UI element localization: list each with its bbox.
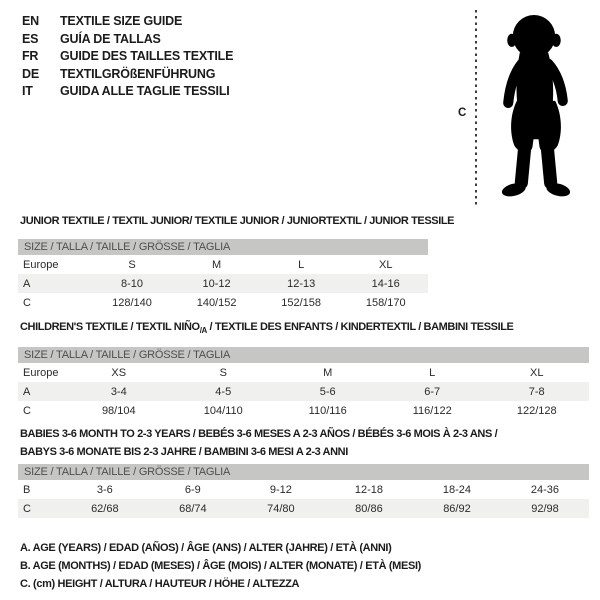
language-title: GUÍA DE TALLAS [60,31,161,46]
table-row [18,382,589,401]
value-cell: 3-6 [96,483,113,496]
section-title-line: BABIES 3-6 MONTH TO 2-3 YEARS / BEBÉS 3-6 MESES A 2-3 AÑOS / BÉBÉS 3-6 MOIS À 2-3 ANS / [20,428,498,440]
value-cell: 158/170 [365,296,406,309]
value-cell: 110/116 [308,404,347,417]
section-title-text: CHILDREN'S TEXTILE / TEXTIL NIÑO [20,321,200,333]
language-row-en [22,13,233,31]
value-cell: S [128,258,136,271]
value-cell: 6-7 [380,382,484,401]
value-cell: 8-10 [90,274,175,293]
language-title: TEXTILE SIZE GUIDE [60,14,183,28]
value-cell: 4-5 [171,382,275,401]
babies-size-table [18,464,589,518]
size-header-bar: SIZE / TALLA / TAILLE / GRÖSSE / TAGLIA [18,464,589,480]
legend-note-a: A. AGE (YEARS) / EDAD (AÑOS) / ÂGE (ANS) / ALTER (JAHRE) / ETÀ (ANNI) [20,542,392,554]
section-title-children [20,321,514,337]
row-label-cell: Europe [23,366,59,379]
language-title: TEXTILGRÖßENFÜHRUNG [60,66,216,81]
value-cell: 68/74 [149,499,237,518]
value-cell: 128/140 [112,296,152,309]
value-cell: 3-4 [67,382,171,401]
value-cell: 86/92 [413,499,501,518]
value-cell: L [429,366,436,379]
section-title-line: BABYS 3-6 MONATE BIS 2-3 JAHRE / BAMBINI 3-6 MESI A 2-3 ANNI [20,445,348,458]
value-cell: S [219,366,227,379]
table-row [18,363,589,382]
language-title: GUIDA ALLE TAGLIE TESSILI [60,84,230,98]
row-label-cell: C [23,404,31,417]
row-label-cell: A [18,274,90,293]
value-cell: XL [378,258,393,271]
table-row [18,480,589,499]
value-cell: XS [111,366,127,379]
value-cell: 7-8 [484,382,589,401]
value-cell: 80/86 [325,499,413,518]
value-cell: 14-16 [343,274,428,293]
language-row-fr [22,48,233,66]
value-cell: 140/152 [196,296,237,309]
table-row [18,255,428,274]
baby-silhouette-icon [485,10,587,210]
table-row [18,499,589,518]
size-table [18,363,589,420]
height-measure-label: C [458,107,467,119]
language-row-de [22,66,233,84]
value-cell: 98/104 [101,404,136,417]
language-code: ES [22,31,39,46]
language-code: EN [22,14,39,28]
row-label-cell: C [18,499,61,518]
language-title: GUIDE DES TAILLES TEXTILE [60,49,234,63]
language-code: IT [22,84,33,98]
value-cell: 74/80 [237,499,325,518]
table-row [18,293,428,312]
value-cell: 116/122 [412,404,452,417]
legend-note-b: B. AGE (MONTHS) / EDAD (MESES) / ÂGE (MOIS) / ALTER (MONATE) / ETÀ (MESI) [20,560,421,572]
section-title-junior: JUNIOR TEXTILE / TEXTIL JUNIOR/ TEXTILE JUNIOR / JUNIORTEXTIL / JUNIOR TESSILE [20,215,455,227]
row-label-cell: A [18,382,67,401]
value-cell: 122/128 [516,404,557,417]
value-cell: 104/110 [203,404,243,417]
value-cell: M [323,366,333,379]
section-title-babies [20,426,497,461]
value-cell: M [212,258,222,271]
junior-size-table [18,239,428,312]
row-label-cell: B [23,483,31,496]
legend-note-c: C. (cm) HEIGHT / ALTURA / HAUTEUR / HÖHE / ALTEZZA [20,578,300,590]
table-row [18,274,428,293]
language-row-es [22,31,233,49]
section-title-text: / TEXTILE DES ENFANTS / KINDERTEXTIL / BAMBINI TESSILE [206,321,514,333]
size-header-bar: SIZE / TALLA / TAILLE / GRÖSSE / TAGLIA [18,239,428,255]
legend-notes [20,539,421,593]
table-row [18,401,589,420]
row-label-cell: Europe [23,258,59,271]
language-row-it [22,83,233,101]
size-table [18,480,589,518]
value-cell: 9-12 [269,483,292,496]
language-code: DE [22,66,39,81]
language-code: FR [22,49,39,63]
value-cell: 62/68 [61,499,149,518]
value-cell: 5-6 [276,382,380,401]
value-cell: XL [530,366,544,379]
section-title-subscript: /A [199,326,207,336]
value-cell: 10-12 [174,274,259,293]
value-cell: 152/158 [281,296,322,309]
size-table [18,255,428,312]
children-size-table [18,347,589,420]
value-cell: 12-18 [354,483,383,496]
size-header-bar: SIZE / TALLA / TAILLE / GRÖSSE / TAGLIA [18,347,589,363]
value-cell: L [298,258,305,271]
value-cell: 6-9 [184,483,201,496]
value-cell: 18-24 [442,483,472,496]
value-cell: 12-13 [259,274,344,293]
height-measure-dotted-line [475,10,477,208]
value-cell: 92/98 [501,499,589,518]
value-cell: 24-36 [530,483,560,496]
row-label-cell: C [23,296,31,309]
language-title-block [22,13,233,101]
